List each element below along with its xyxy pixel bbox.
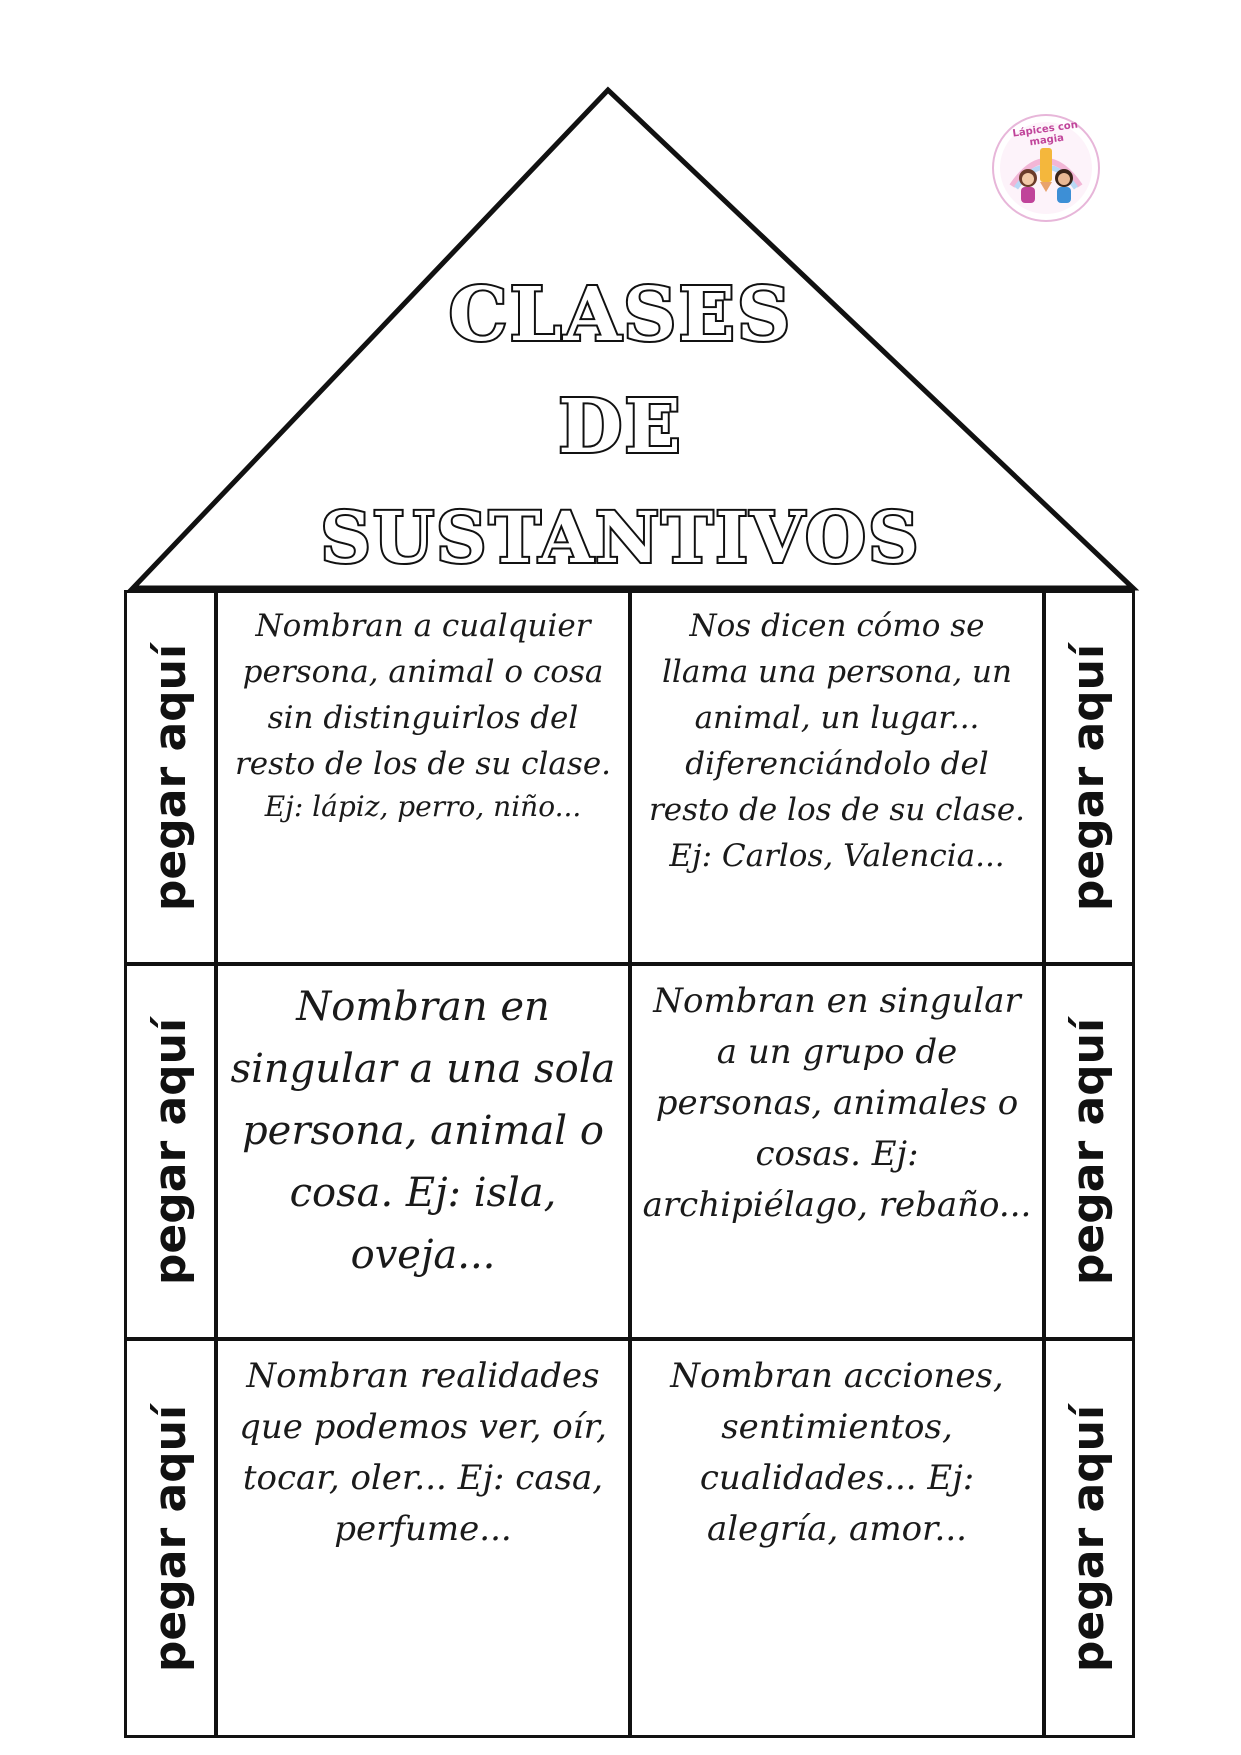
flap-description: Nombran a cualquier persona, animal o cosa sin distinguirlos del resto de los de su clase. — [234, 608, 612, 782]
title-line-3: SUSTANTIVOS — [320, 496, 921, 579]
flap-example: Ej: lápiz, perro, niño... — [264, 790, 582, 823]
flap-text: Nombran en singular a un grupo de personas, animales o cosas. Ej: archipiélago, rebaño... — [642, 981, 1032, 1225]
glue-tab-left-1 — [124, 590, 217, 965]
flap-text: Nos dicen cómo se llama una persona, un animal, un lugar... diferenciándolo del resto de los de su clase. Ej: Carlos, Valencia... — [648, 608, 1026, 874]
flap-text: Nombran acciones, sentimientos, cualidades... Ej: alegría, amor... — [670, 1356, 1004, 1549]
glue-tab-label: pegar aquí — [145, 1404, 197, 1672]
flap-text: Nombran en singular a una sola persona, animal o cosa. Ej: isla, oveja... — [230, 984, 616, 1278]
flap-text — [228, 603, 618, 827]
title-line-2: DE — [558, 384, 683, 470]
logo-text: Lápices con magia — [1011, 119, 1079, 149]
flap-text: Nombran realidades que podemos ver, oír, tocar, oler... Ej: casa, perfume... — [239, 1356, 607, 1549]
glue-tab-label: pegar aquí — [1063, 643, 1115, 912]
glue-tab-left-3 — [124, 1338, 217, 1738]
title-line-1: CLASES — [448, 272, 793, 358]
glue-tab-right-2 — [1043, 963, 1135, 1340]
flap-abstract-nouns[interactable] — [629, 1338, 1045, 1738]
flap-concrete-nouns[interactable] — [215, 1338, 631, 1738]
glue-tab-left-2 — [124, 963, 217, 1340]
glue-tab-right-1 — [1043, 590, 1135, 965]
flap-common-nouns[interactable] — [215, 590, 631, 965]
glue-tab-label: pegar aquí — [1063, 1404, 1115, 1672]
logo — [992, 114, 1100, 222]
glue-tab-label: pegar aquí — [145, 643, 197, 912]
glue-tab-label: pegar aquí — [1063, 1017, 1115, 1286]
flap-proper-nouns[interactable] — [629, 590, 1045, 965]
flap-individual-nouns[interactable] — [215, 963, 631, 1340]
glue-tab-right-3 — [1043, 1338, 1135, 1738]
flap-collective-nouns[interactable] — [629, 963, 1045, 1340]
house-body — [124, 590, 1135, 1740]
glue-tab-label: pegar aquí — [145, 1017, 197, 1286]
